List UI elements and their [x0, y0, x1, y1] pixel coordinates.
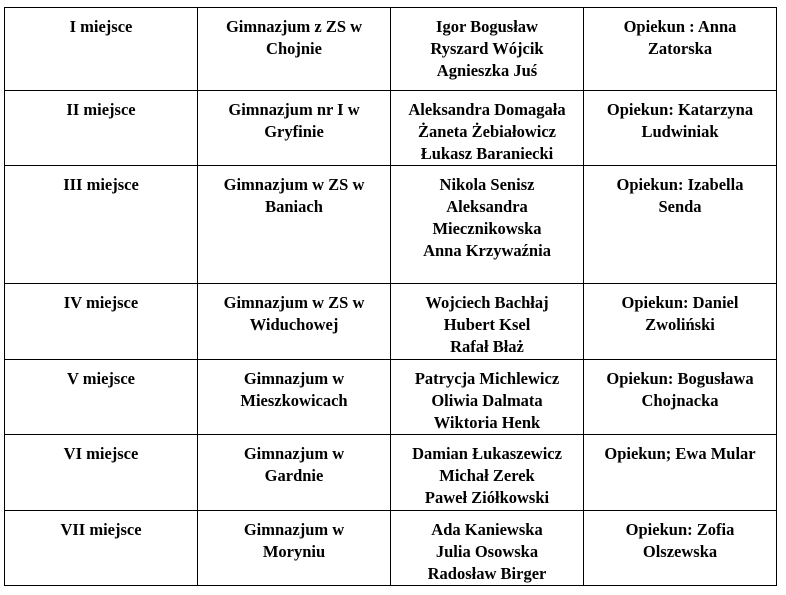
school-cell	[198, 8, 391, 91]
school-line: Mieszkowicach	[240, 391, 348, 410]
guardian-cell	[584, 284, 777, 360]
school-line: Moryniu	[262, 542, 326, 561]
school-line: Gimnazjum w ZS w	[223, 175, 365, 194]
student-name: Michał Zerek	[439, 466, 535, 485]
students-cell	[391, 511, 584, 586]
table-row	[5, 360, 777, 435]
guardian-line: Opiekun: Zofia	[625, 520, 735, 539]
guardian-line: Opiekun: Bogusława	[606, 369, 754, 388]
student-name: Julia Osowska	[435, 542, 539, 561]
table-row	[5, 435, 777, 511]
place-label: I miejsce	[69, 17, 133, 36]
student-name: Igor Bogusław	[436, 17, 538, 36]
place-label: III miejsce	[63, 175, 139, 194]
student-name: Nikola Senisz	[439, 175, 535, 194]
guardian-cell	[584, 8, 777, 91]
student-name: Paweł Ziółkowski	[424, 488, 550, 507]
results-table	[4, 7, 777, 586]
place-cell	[5, 284, 198, 360]
school-cell	[198, 284, 391, 360]
student-name: Łukasz Baraniecki	[420, 144, 554, 163]
guardian-cell	[584, 435, 777, 511]
table-row	[5, 91, 777, 166]
place-label: VII miejsce	[60, 520, 142, 539]
table-row	[5, 511, 777, 586]
place-label: VI miejsce	[63, 444, 139, 463]
place-label: V miejsce	[67, 369, 135, 388]
place-cell	[5, 511, 198, 586]
school-line: Gimnazjum w	[243, 444, 345, 463]
guardian-cell	[584, 360, 777, 435]
school-cell	[198, 435, 391, 511]
students-cell	[391, 91, 584, 166]
guardian-line: Ludwiniak	[641, 122, 719, 141]
student-name: Rafał Błaż	[450, 337, 524, 356]
guardian-cell	[584, 91, 777, 166]
student-name: Anna Krzywaźnia	[423, 241, 551, 260]
students-cell	[391, 360, 584, 435]
guardian-line: Opiekun: Izabella	[616, 175, 744, 194]
school-line: Chojnie	[266, 39, 322, 58]
guardian-cell	[584, 511, 777, 586]
guardian-line: Olszewska	[642, 542, 718, 561]
school-cell	[198, 91, 391, 166]
table-row	[5, 284, 777, 360]
student-name: Aleksandra Domagała	[408, 100, 566, 119]
table-row	[5, 166, 777, 284]
students-cell	[391, 435, 584, 511]
school-line: Gimnazjum w	[243, 369, 345, 388]
student-name: Agnieszka Juś	[436, 61, 538, 80]
guardian-line: Zwoliński	[645, 315, 715, 334]
school-line: Gimnazjum z ZS w	[225, 17, 363, 36]
school-cell	[198, 360, 391, 435]
school-line: Widuchowej	[249, 315, 339, 334]
student-name: Patrycja Michlewicz	[414, 369, 560, 388]
school-cell	[198, 166, 391, 284]
student-name: Miecznikowska	[432, 219, 542, 238]
student-name: Oliwia Dalmata	[431, 391, 543, 410]
school-line: Gimnazjum nr I w	[228, 100, 360, 119]
student-name: Damian Łukaszewicz	[412, 444, 562, 463]
school-line: Gimnazjum w	[243, 520, 345, 539]
students-cell	[391, 166, 584, 284]
student-name: Ada Kaniewska	[431, 520, 543, 539]
place-label: IV miejsce	[63, 293, 139, 312]
student-name: Żaneta Żebiałowicz	[418, 122, 556, 141]
school-line: Gimnazjum w ZS w	[223, 293, 365, 312]
student-name: Radosław Birger	[427, 564, 547, 583]
school-line: Baniach	[265, 197, 323, 216]
student-name: Wiktoria Henk	[433, 413, 541, 432]
school-line: Gryfinie	[264, 122, 324, 141]
table-row	[5, 8, 777, 91]
place-cell	[5, 360, 198, 435]
guardian-line: Opiekun: Daniel	[621, 293, 739, 312]
students-cell	[391, 284, 584, 360]
guardian-line: Zatorska	[647, 39, 713, 58]
student-name: Hubert Ksel	[443, 315, 531, 334]
school-line: Gardnie	[264, 466, 324, 485]
guardian-line: Opiekun; Ewa Mular	[604, 444, 756, 463]
place-cell	[5, 166, 198, 284]
guardian-cell	[584, 166, 777, 284]
place-cell	[5, 91, 198, 166]
student-name: Wojciech Bachłaj	[425, 293, 549, 312]
place-cell	[5, 8, 198, 91]
guardian-line: Opiekun: Katarzyna	[606, 100, 754, 119]
students-cell	[391, 8, 584, 91]
student-name: Aleksandra	[446, 197, 528, 216]
guardian-line: Chojnacka	[641, 391, 719, 410]
place-cell	[5, 435, 198, 511]
school-cell	[198, 511, 391, 586]
guardian-line: Opiekun : Anna	[623, 17, 737, 36]
student-name: Ryszard Wójcik	[430, 39, 544, 58]
guardian-line: Senda	[658, 197, 702, 216]
place-label: II miejsce	[66, 100, 136, 119]
